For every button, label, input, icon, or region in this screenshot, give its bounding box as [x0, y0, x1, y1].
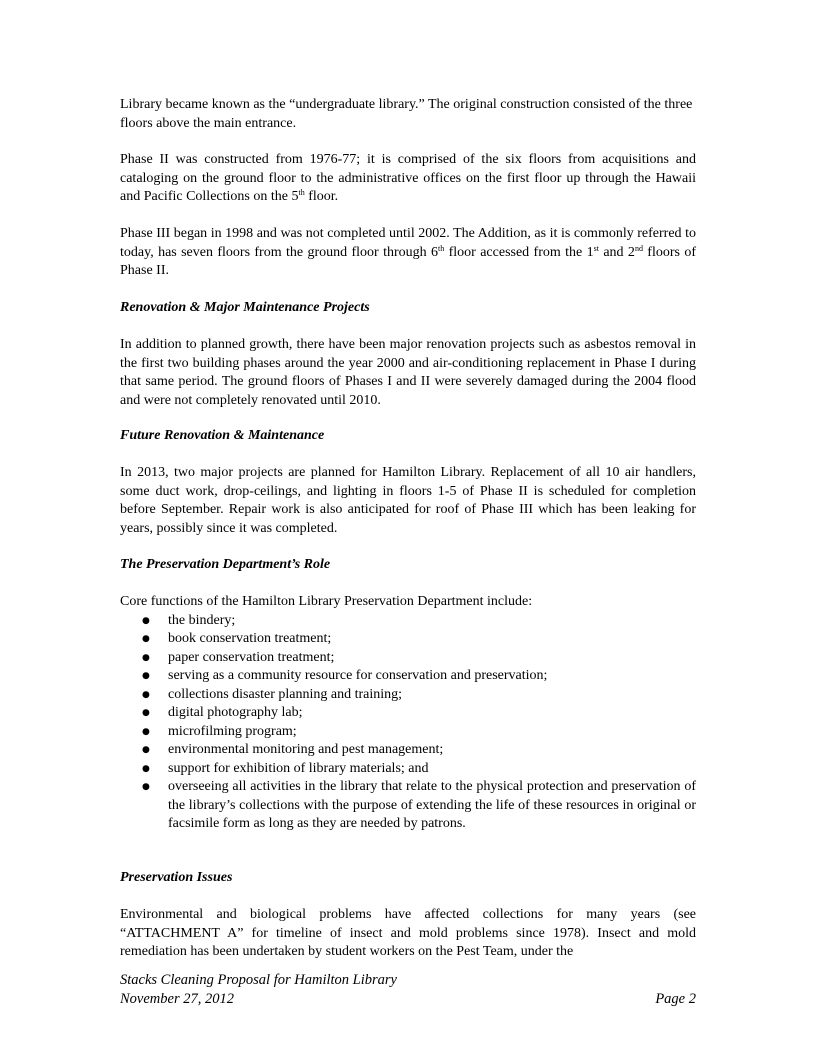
- paragraph-core-functions: Core functions of the Hamilton Library Preservation Department include:: [120, 594, 533, 609]
- paragraph-renovation: In addition to planned growth, there have been major renovation projects such as asbestos removal in the first two building phases around the year 2000 and air-conditioning replacement in Phase I during that same period. The ground floors of Phases I and II were severely damaged during the 2004 flood and were not completely renovated until 2010.: [120, 337, 696, 408]
- section-role-list: [120, 593, 696, 834]
- list-item: ● the bindery;: [120, 612, 696, 631]
- list-item: ● paper conservation treatment;: [120, 649, 696, 668]
- heading-preservation-role: The Preservation Department’s Role: [120, 557, 331, 572]
- paragraph-phase-two: Phase II was constructed from 1976-77; it is comprised of the six floors from acquisitions and cataloging on the ground floor to the administrative offices on the first floor up through the Hawaii and Pacific Collections on the 5th floor.: [120, 152, 696, 204]
- heading-future-renovation: Future Renovation & Maintenance: [120, 428, 325, 443]
- page-footer: [120, 971, 696, 1009]
- footer-date: November 27, 2012: [120, 991, 234, 1007]
- list-item: ● overseeing all activities in the library that relate to the physical protection and preservation of the library’s collections with the purpose of extending the life of these resources in original or facsimile form as long as they are needed by patrons.: [120, 778, 696, 834]
- list-item: ● serving as a community resource for conservation and preservation;: [120, 667, 696, 686]
- heading-preservation-issues: Preservation Issues: [120, 870, 233, 885]
- list-item: ● support for exhibition of library materials; and: [120, 760, 696, 779]
- heading-renovation: Renovation & Major Maintenance Projects: [120, 300, 370, 315]
- paragraph-phase-three: Phase III began in 1998 and was not completed until 2002. The Addition, as it is commonly referred to today, has seven floors from the ground floor through 6th floor accessed from the 1st and 2nd floors of Phase II.: [120, 226, 697, 278]
- paragraph-future-renovation: In 2013, two major projects are planned for Hamilton Library. Replacement of all 10 air handlers, some duct work, drop-ceilings, and lighting in floors 1-5 of Phase II is scheduled for completion before September. Repair work is also anticipated for roof of Phase III which has been leaking for years, possibly since it was completed.: [120, 465, 696, 536]
- footer-title: Stacks Cleaning Proposal for Hamilton Library: [120, 972, 397, 988]
- core-functions-list: [120, 612, 696, 834]
- list-item: ● collections disaster planning and training;: [120, 686, 696, 705]
- list-item: ● microfilming program;: [120, 723, 696, 742]
- page-number: Page 2: [655, 991, 696, 1007]
- list-item: ● book conservation treatment;: [120, 630, 696, 649]
- paragraph-preservation-issues: Environmental and biological problems have affected collections for many years (see “ATTACHMENT A” for timeline of insect and mold problems since 1978). Insect and mold remediation has been undertaken by student workers on the Pest Team, under the: [120, 907, 696, 959]
- paragraph-library-history: Library became known as the “undergraduate library.” The original construction consisted of the three floors above the main entrance.: [120, 97, 693, 131]
- list-item: ● digital photography lab;: [120, 704, 696, 723]
- list-item: ● environmental monitoring and pest management;: [120, 741, 696, 760]
